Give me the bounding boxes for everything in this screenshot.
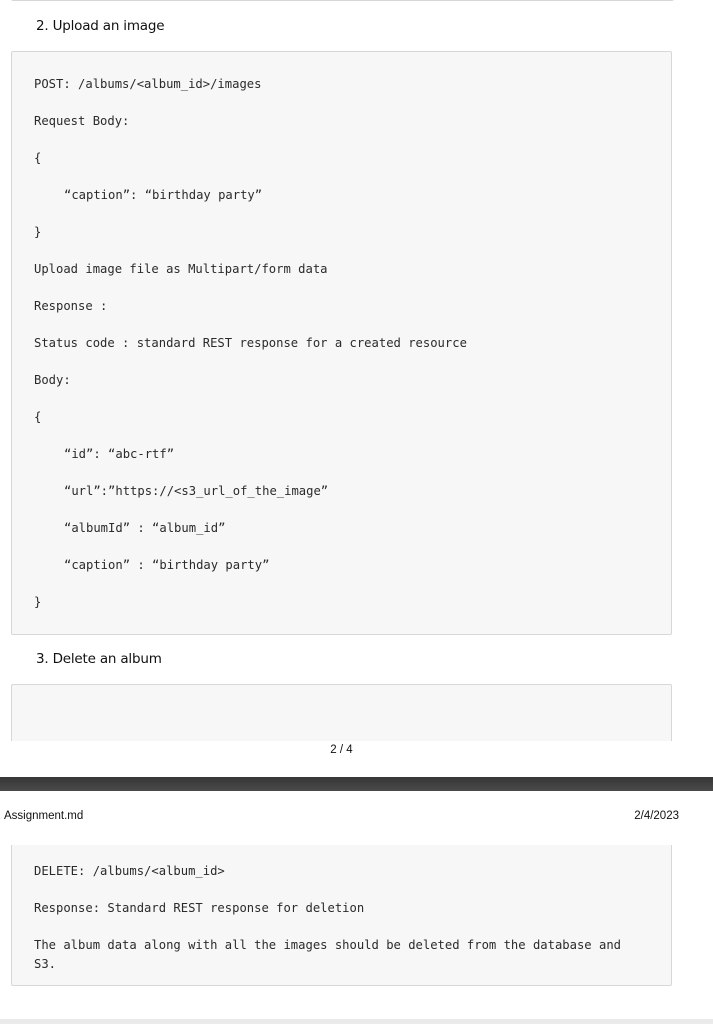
section-heading-delete-album: 3. Delete an album <box>36 651 162 667</box>
code-line: “url”:”https://<s3_url_of_the_image” <box>64 484 329 498</box>
page-header-date: 2/4/2023 <box>634 810 679 822</box>
page-separator <box>0 777 713 791</box>
page-bottom-edge <box>0 1019 713 1024</box>
code-block-delete-album-top <box>11 684 672 741</box>
code-line: “caption”: “birthday party” <box>64 188 263 202</box>
code-line: The album data along with all the images should be deleted from the database and <box>34 938 621 952</box>
code-line: DELETE: /albums/<album_id> <box>34 864 225 878</box>
code-line: Response: Standard REST response for deletion <box>34 901 365 915</box>
code-line: } <box>34 225 42 239</box>
code-line: Status code : standard REST response for a created resource <box>34 336 467 350</box>
code-line: “id”: “abc-rtf” <box>64 447 175 461</box>
code-line: S3. <box>34 957 57 971</box>
section-heading-upload-image: 2. Upload an image <box>36 18 165 34</box>
page-number: 2 / 4 <box>330 744 353 756</box>
code-line: Request Body: <box>34 114 130 128</box>
code-line: Response : <box>34 299 108 313</box>
code-block-upload-image <box>11 51 672 635</box>
code-block-delete-album <box>11 845 672 986</box>
page-header-title: Assignment.md <box>4 810 84 822</box>
code-line: Body: <box>34 373 71 387</box>
code-line: POST: /albums/<album_id>/images <box>34 77 262 91</box>
code-line: “albumId” : “album_id” <box>64 521 226 535</box>
previous-code-block-end <box>11 0 674 1</box>
code-line: } <box>34 595 42 609</box>
code-line: { <box>34 410 42 424</box>
code-line: “caption” : “birthday party” <box>64 558 270 572</box>
code-line: { <box>34 151 42 165</box>
code-line: Upload image file as Multipart/form data <box>34 262 328 276</box>
